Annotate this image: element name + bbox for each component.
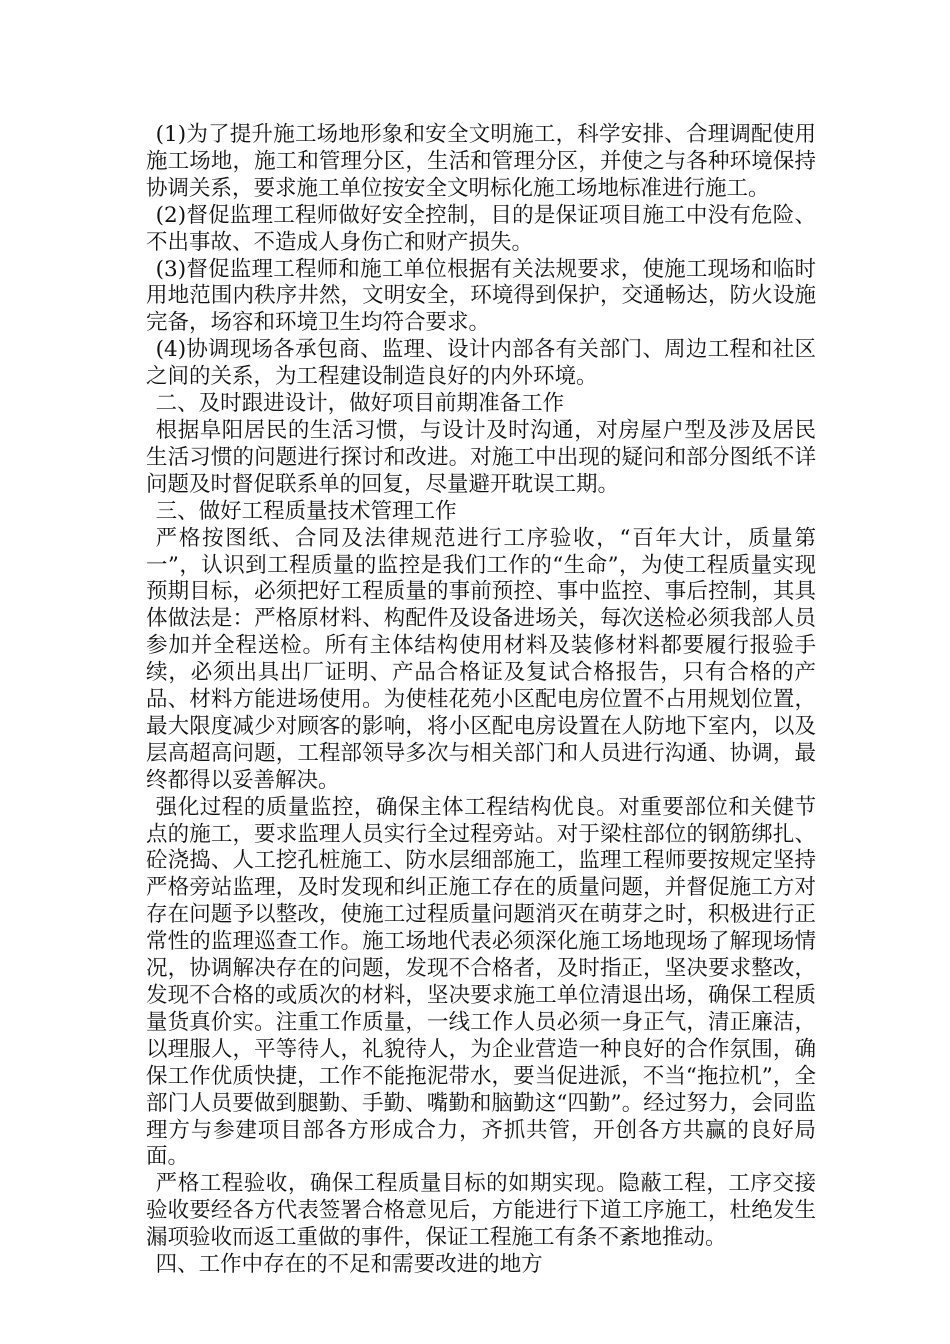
document-body <box>146 122 816 1279</box>
list-item-1: (1)为了提升施工场地形象和安全文明施工，科学安排、合理调配使用施工场地，施工和管理分区，生活和管理分区，并使之与各种环境保持协调关系，要求施工单位按安全文明标化施工场地标准进行施工。 <box>146 122 816 201</box>
list-item-2: (2)督促监理工程师做好安全控制，目的是保证项目施工中没有危险、不出事故、不造成人身伤亡和财产损失。 <box>146 202 816 255</box>
paragraph-design-followup: 根据阜阳居民的生活习惯，与设计及时沟通，对房屋户型及涉及居民生活习惯的问题进行探讨和改进。对施工中出现的疑问和部分图纸不详问题及时督促联系单的回复，尽量避开耽误工期。 <box>146 417 816 497</box>
paragraph-engineering-acceptance: 严格工程验收，确保工程质量目标的如期实现。隐蔽工程，工序交接验收要经各方代表签署合格意见后，方能进行下道工序施工，杜绝发生漏项验收而返工重做的事件，保证工程施工有条不紊地推动。 <box>146 1171 816 1251</box>
list-item-4: (4)协调现场各承包商、监理、设计内部各有关部门、周边工程和社区之间的关系，为工程建设制造良好的内外环境。 <box>146 337 816 390</box>
list-item-3: (3)督促监理工程师和施工单位根据有关法规要求，使施工现场和临时用地范围内秩序井然，文明安全，环境得到保护，交通畅达，防火设施完备，场容和环境卫生均符合要求。 <box>146 256 816 336</box>
paragraph-process-monitoring: 强化过程的质量监控，确保主体工程结构优良。对重要部位和关健节点的施工，要求监理人员实行全过程旁站。对于梁柱部位的钢筋绑扎、砼浇捣、人工挖孔桩施工、防水层细部施工，监理工程师要按规定坚持严格旁站监理，及时发现和纠正施工存在的质量问题，并督促施工方对存在问题予以整改，使施工过程质量问题消灭在萌芽之时，积极进行正常性的监理巡查工作。施工场地代表必须深化施工场地现场了解现场情况，协调解决存在的问题，发现不合格者，及时指正，坚决要求整改，发现不合格的或质次的材料，坚决要求施工单位清退出场，确保工程质量货真价实。注重工作质量，一线工作人员必须一身正气，清正廉洁，以理服人，平等待人，礼貌待人，为企业营造一种良好的合作氛围，确保工作优质快捷，工作不能拖泥带水，要当促进派，不当“拖拉机”，全部门人员要做到腿勤、手勤、嘴勤和脑勤这“四勤”。经过努力，会同监理方与参建项目部各方形成合力，齐抓共管，开创各方共赢的良好局面。 <box>146 794 816 1170</box>
section-heading-2: 二、及时跟进设计，做好项目前期准备工作 <box>155 391 565 417</box>
section-heading-4: 四、工作中存在的不足和需要改进的地方 <box>155 1252 543 1278</box>
paragraph-quality-acceptance: 严格按图纸、合同及法律规范进行工序验收，“百年大计，质量第一”，认识到工程质量的监控是我们工作的“生命”，为使工程质量实现预期目标，必须把好工程质量的事前预控、事中监控、事后控制，其具体做法是：严格原材料、构配件及设备进场关，每次送检必须我部人员参加并全程送检。所有主体结构使用材料及装修材料都要履行报验手续，必须出具出厂证明、产品合格证及复试合格报告，只有合格的产品、材料方能进场使用。为使桂花苑小区配电房位置不占用规划位置，最大限度减少对顾客的影响，将小区配电房设置在人防地下室内，以及层高超高问题，工程部领导多次与相关部门和人员进行沟通、协调，最终都得以妥善解决。 <box>146 525 816 793</box>
section-heading-3: 三、做好工程质量技术管理工作 <box>155 498 457 524</box>
